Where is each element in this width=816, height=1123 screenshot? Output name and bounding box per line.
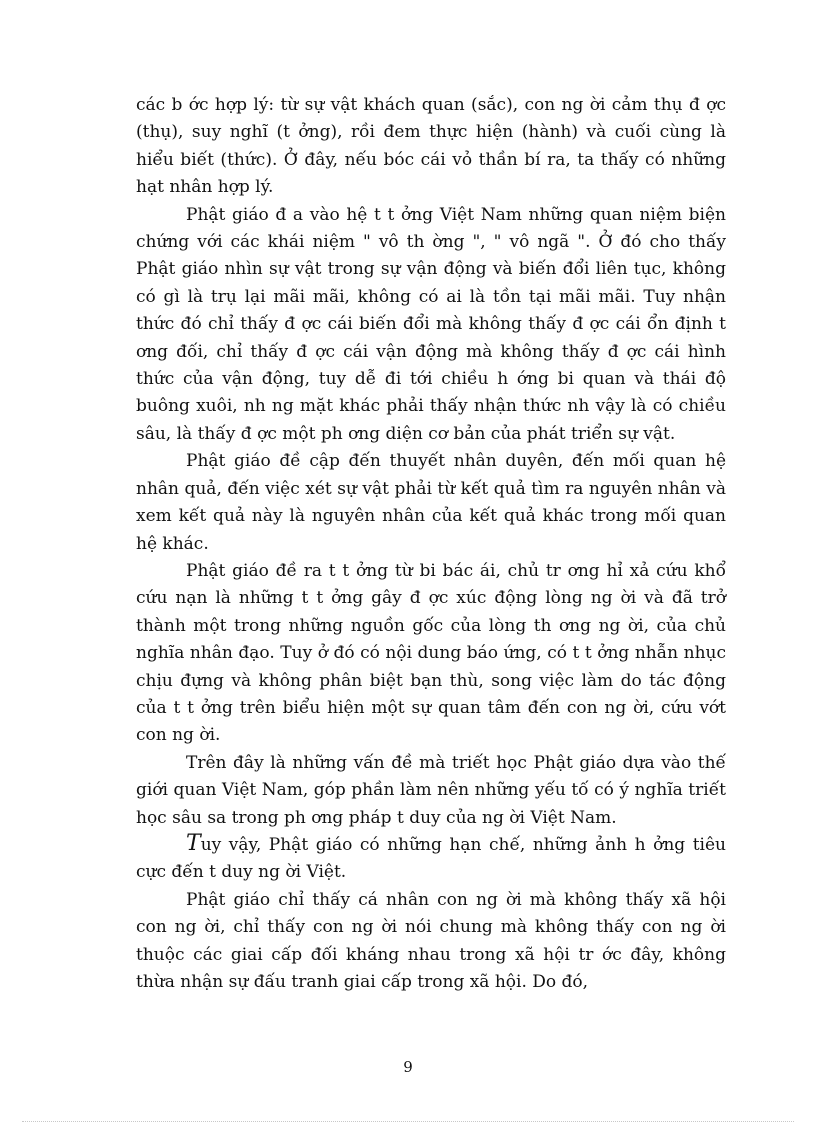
body-text <box>136 92 726 996</box>
paragraph-6 <box>136 832 726 887</box>
paragraph-2: Phật giáo đ a vào hệ t t ởng Việt Nam những quan niệm biện chứng với các khái niệm " vô th ờng ", " vô ngã ". Ở đó cho thấy Phật giáo nhìn sự vật trong sự vận động và biến đổi liên tục, không có gì là trụ lại mãi mãi, không có ai là tồn tại mãi mãi. Tuy nhận thức đó chỉ thấy đ ợc cái biến đổi mà không thấy đ ợc cái ổn định t ơng đối, chỉ thấy đ ợc cái vận động mà không thấy đ ợc cái hình thức của vận động, tuy dễ đi tới chiều h ớng bi quan và thái độ buông xuôi, nh ng mặt khác phải thấy nhận thức nh vậy là có chiều sâu, là thấy đ ợc một ph ơng diện cơ bản của phát triển sự vật. <box>136 204 726 444</box>
dropcap-paragraph-text: uy vậy, Phật giáo có những hạn chế, những ảnh h ởng tiêu cực đến t duy ng ời Việt. <box>136 834 726 883</box>
paragraph-3: Phật giáo đề cập đến thuyết nhân duyên, đến mối quan hệ nhân quả, đến việc xét sự vật phải từ kết quả tìm ra nguyên nhân và xem kết quả này là nguyên nhân của kết quả khác trong mối quan hệ khác. <box>136 451 726 554</box>
paragraph-5: Trên đây là những vấn đề mà triết học Phật giáo dựa vào thế giới quan Việt Nam, góp phần làm nên những yếu tố có ý nghĩa triết học sâu sa trong ph ơng pháp t duy của ng ời Việt Nam. <box>136 752 726 828</box>
paragraph-1: các b ớc hợp lý: từ sự vật khách quan (sắc), con ng ời cảm thụ đ ợc (thụ), suy nghĩ (t ởng), rồi đem thực hiện (hành) và cuối cùng là hiểu biết (thức). Ở đây, nếu bóc cái vỏ thần bí ra, ta thấy có những hạt nhân hợp lý. <box>136 95 726 198</box>
dropcap-initial: T <box>186 830 201 856</box>
paragraph-4: Phật giáo đề ra t t ởng từ bi bác ái, chủ tr ơng hỉ xả cứu khổ cứu nạn là những t t ởng gây đ ợc xúc động lòng ng ời và đã trở thành một trong những nguồn gốc của lòng th ơng ng ời, của chủ nghĩa nhân đạo. Tuy ở đó có nội dung báo ứng, có t t ởng nhẫn nhục chịu đựng và không phân biệt bạn thù, song việc làm do tác động của t t ởng trên biểu hiện một sự quan tâm đến con ng ời, cứu vớt con ng ời. <box>136 560 726 746</box>
paragraph-7: Phật giáo chỉ thấy cá nhân con ng ời mà không thấy xã hội con ng ời, chỉ thấy con ng ời nói chung mà không thấy con ng ời thuộc các giai cấp đối kháng nhau trong xã hội tr ớc đây, không thừa nhận sự đấu tranh giai cấp trong xã hội. Do đó, <box>136 889 726 992</box>
page-number: 9 <box>403 1058 413 1076</box>
footer-divider <box>22 1121 794 1122</box>
